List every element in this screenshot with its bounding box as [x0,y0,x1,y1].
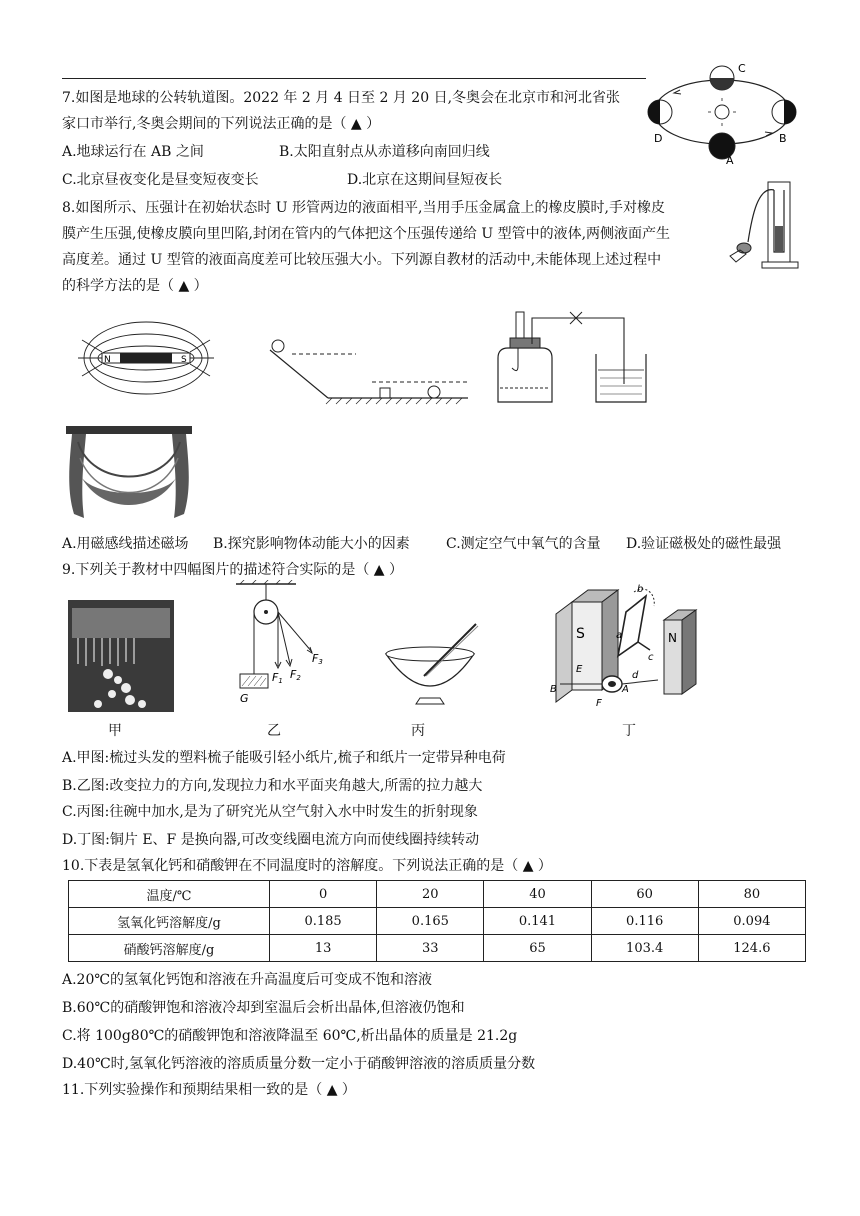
q9-option-a: A.甲图:梳过头发的塑料梳子能吸引轻小纸片,梳子和纸片一定带异种电荷 [62,750,506,766]
table-cell: 124.6 [698,935,805,962]
q8-option-b: B.探究影响物体动能大小的因素 [213,536,410,552]
orbit-label-a: A [726,154,734,166]
header-rule [62,78,646,79]
table-row [69,935,806,962]
q7-option-a: A.地球运行在 AB 之间 [62,144,204,160]
motor-label-b-upper: B [550,684,557,695]
table-cell: 20 [377,881,484,908]
caption-ding: 丁 [622,723,636,739]
q10-option-d: D.40℃时,氢氧化钙溶液的溶质质量分数一定小于硝酸钾溶液的溶质质量分数 [62,1056,536,1072]
q7-option-d: D.北京在这期间昼短夜长 [347,172,503,188]
label-g: G [240,692,249,705]
q8-option-a: A.用磁感线描述磁场 [62,536,189,552]
label-f3: F3 [312,652,323,666]
motor-label-a-lower: a [616,630,623,641]
orbit-label-c: C [738,62,746,75]
table-cell: 0.116 [591,908,698,935]
gauge-base [762,262,798,268]
ramp [270,350,328,398]
kinetic-energy-ramp-figure [262,332,474,408]
probe-box [737,243,751,253]
comb-paper-photo [68,600,174,712]
orbit-label-b: B [779,132,787,145]
caption-yi: 乙 [267,723,281,739]
orbit-label-d: D [654,132,663,145]
pulley-figure [226,580,338,708]
table-cell: 0.165 [377,908,484,935]
table-cell: 0 [270,881,377,908]
electric-motor-figure [538,580,710,712]
magnet-n-label: N [104,355,111,365]
motor-label-s: S [576,626,585,642]
table-cell: 温度/℃ [69,881,270,908]
q7-stem-line2: 家口市举行,冬奥会期间的下列说法正确的是（ ▲ ） [62,116,381,132]
table-cell: 0.141 [484,908,591,935]
motor-label-e: E [576,664,583,675]
sun-rays-icon [708,98,736,126]
magnet-s-label: S [181,355,187,365]
q9-stem: 9.下列关于教材中四幅图片的描述符合实际的是（ ▲ ） [62,562,404,578]
magnet-s-side [556,602,572,702]
stopper [510,338,540,348]
caption-bing: 丙 [411,723,425,739]
q9-option-c: C.丙图:往碗中加水,是为了研究光从空气射入水中时发生的折射现象 [62,804,478,820]
label-f1: F1 [272,671,283,685]
hand-icon [730,250,746,262]
magnet-iron-filings-figure [62,418,196,528]
rubber-hose [748,190,774,242]
q10-option-a: A.20℃的氢氧化钙饱和溶液在升高温度后可变成不饱和溶液 [62,972,433,988]
bar-magnet-top [66,426,192,434]
label-f2: F2 [290,668,301,682]
table-cell: 0.094 [698,908,805,935]
table-row [69,881,806,908]
motor-label-a-upper: A [622,684,629,695]
magnet-field-lines-figure [68,310,224,408]
q9-option-b: B.乙图:改变拉力的方向,发现拉力和水平面夹角越大,所需的拉力越大 [62,778,483,794]
comb-icon [72,608,170,638]
bowl-chopstick-figure [380,618,480,710]
table-cell: 60 [591,881,698,908]
q10-option-b: B.60℃的硝酸钾饱和溶液冷却到室温后会析出晶体,但溶液仍饱和 [62,1000,465,1016]
q11-stem: 11.下列实验操作和预期结果相一致的是（ ▲ ） [62,1082,356,1098]
q8-stem-line4: 的科学方法的是（ ▲ ） [62,278,208,294]
motor-label-b-lower: b [637,584,644,595]
coil [618,596,646,656]
q7-option-c: C.北京昼夜变化是昼变短夜变长 [62,172,259,188]
iron-filings-right [172,434,189,518]
ball-2-icon [428,386,440,398]
q8-option-d: D.验证磁极处的磁性最强 [626,536,782,552]
table-row [69,908,806,935]
table-cell: 氢氧化钙溶解度/g [69,908,270,935]
motor-label-d-lower: d [632,670,639,681]
q7-option-b: B.太阳直射点从赤道移向南回归线 [279,144,490,160]
block [380,388,390,398]
oxygen-content-apparatus-figure [488,308,650,410]
motor-label-f: F [596,698,602,709]
caption-jia: 甲 [108,723,122,739]
sun-icon [715,105,729,119]
earth-orbit-figure [640,58,806,166]
q10-option-c: C.将 100g80℃的硝酸钾饱和溶液降温至 60℃,析出晶体的质量是 21.2g [62,1028,518,1044]
table-cell: 0.185 [270,908,377,935]
iron-filings-left [69,434,86,518]
q8-stem-line3: 高度差。通过 U 型管的液面高度差可比较压强大小。下列源自教材的活动中,未能体现上述过程中 [62,252,662,268]
q7-stem-line1: 7.如图是地球的公转轨道图。2022 年 2 月 4 日至 2 月 20 日,冬奥会在北京市和河北省张 [62,90,621,106]
q10-stem: 10.下表是氢氧化钙和硝酸钾在不同温度时的溶解度。下列说法正确的是（ ▲ ） [62,858,552,874]
table-cell: 13 [270,935,377,962]
ball-icon [272,340,284,352]
q8-stem-line1: 8.如图所示、压强计在初始状态时 U 形管两边的液面相平,当用手压金属盒上的橡皮膜时,手对橡皮 [62,200,665,216]
table-cell: 65 [484,935,591,962]
motor-label-c-lower: c [648,652,654,663]
orbit-arrow-icon [674,90,681,94]
solubility-table [68,880,806,962]
q9-option-d: D.丁图:铜片 E、F 是换向器,可改变线圈电流方向而使线圈持续转动 [62,832,480,848]
motor-label-n: N [668,631,677,645]
table-cell: 40 [484,881,591,908]
gas-bottle [498,348,552,402]
q8-stem-line2: 膜产生压强,使橡皮膜向里凹陷,封闭在管内的气体把这个压强传递给 U 型管中的液体,两侧液面产生 [62,226,671,242]
table-cell: 103.4 [591,935,698,962]
q8-option-c: C.测定空气中氧气的含量 [446,536,601,552]
table-cell: 80 [698,881,805,908]
iron-filings-bottom [82,478,176,505]
table-cell: 33 [377,935,484,962]
pressure-gauge-figure [728,176,802,276]
table-cell: 硝酸钙溶解度/g [69,935,270,962]
